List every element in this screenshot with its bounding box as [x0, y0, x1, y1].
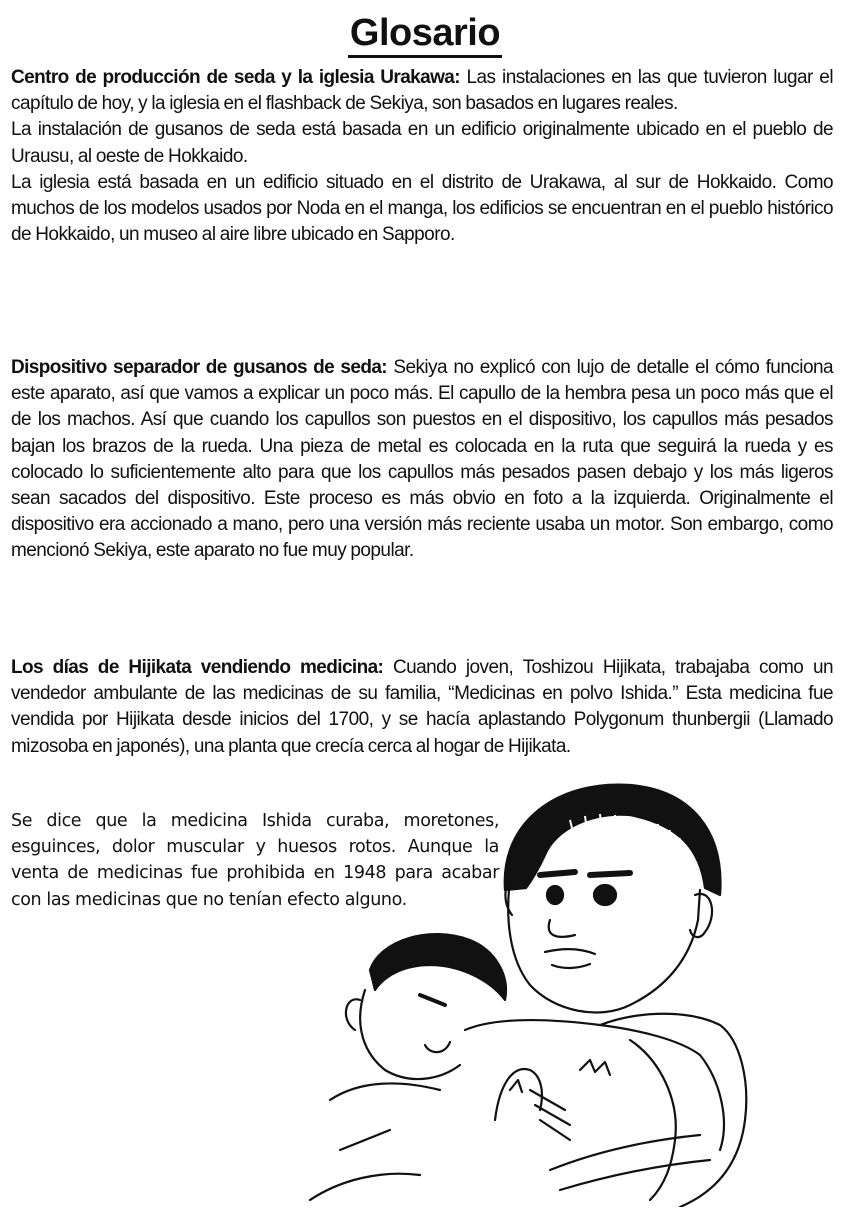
entry-paragraph — [11, 65, 833, 117]
entry-text: Las instalaciones en las que tuvieron lugar el capítulo de hoy, y la iglesia en el flashback de Sekiya, son basados en lugares reales. — [11, 67, 833, 115]
page-title — [0, 10, 850, 58]
entry-paragraph — [11, 655, 833, 760]
entry-term: Centro de producción de seda y la iglesia Urakawa: — [11, 67, 460, 88]
manga-illustration — [300, 780, 850, 1207]
entry-paragraph: La instalación de gusanos de seda está basada en un edificio originalmente ubicado en el pueblo de Urausu, al oeste de Hokkaido. — [11, 119, 833, 167]
entry-paragraph — [11, 355, 833, 565]
page-title-text: Glosario — [348, 11, 502, 58]
entry-text: Sekiya no explicó con lujo de detalle el cómo funciona este aparato, así que vamos a explicar un poco más. El capullo de la hembra pesa un poco más que el de los machos. Así que cuando los capullos son puestos en el dispositivo, los capullos más pesados bajan los brazos de la rueda. Una pieza de metal es colocada en la ruta que seguirá la rueda y es colocado lo suficientemente alto para que los capullos más pesados pasen debajo y los más ligeros sean sacados del dispositivo. Este proceso es más obvio en foto a la izquierda. Originalmente el dispositivo era accionado a mano, pero una versión más reciente usaba un motor. Son embargo, como mencionó Sekiya, este aparato no fue muy popular. — [11, 357, 834, 562]
entry-term: Los días de Hijikata vendiendo medicina: — [11, 657, 384, 678]
entry-term: Dispositivo separador de gusanos de seda: — [11, 357, 388, 378]
entry-paragraph: Se dice que la medicina Ishida curaba, moretones, esguinces, dolor muscular y huesos rotos. Aunque la venta de medicinas fue prohibida en 1948 para acabar con las medicinas que no tenían efecto alguno. — [11, 811, 499, 910]
glossary-entry-silk-center — [11, 65, 833, 248]
glossary-entry-hijikata-medicine — [11, 655, 833, 760]
entry-paragraph: La iglesia está basada en un edificio situado en el distrito de Urakawa, al sur de Hokkaido. Como muchos de los modelos usados por Noda en el manga, los edificios se encuentran en el pueblo histórico de Hokkaido, un museo al aire libre ubicado en Sapporo. — [11, 171, 833, 246]
glossary-entry-separator-device — [11, 355, 833, 565]
children-drawing-icon — [300, 780, 850, 1207]
entry-text: Cuando joven, Toshizou Hijikata, trabajaba como un vendedor ambulante de las medicinas de su familia, “Medicinas en polvo Ishida.” Esta medicina fue vendida por Hijikata desde inicios del 1700, y se hacía aplastando Polygonum thunbergii (Llamado mizosoba en japonés), una planta que crecía cerca al hogar de Hijikata. — [11, 657, 833, 757]
